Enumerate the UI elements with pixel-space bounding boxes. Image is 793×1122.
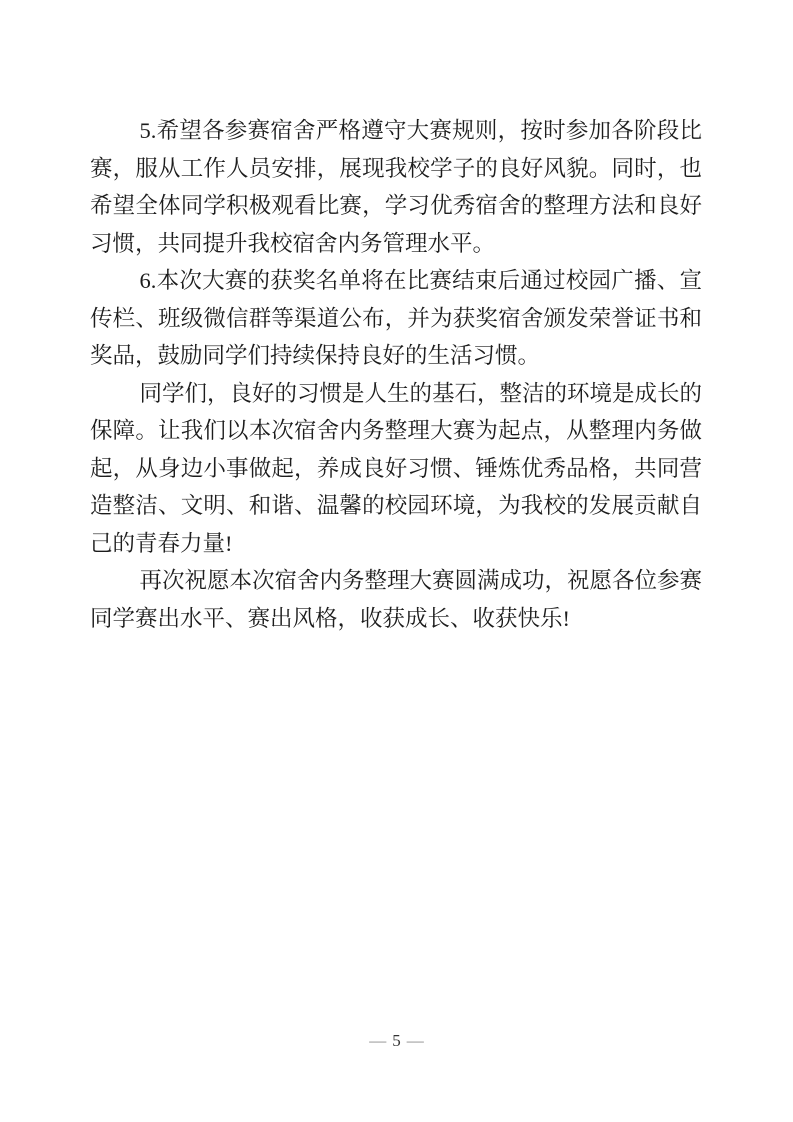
paragraph-closing-wish: 再次祝愿本次宿舍内务整理大赛圆满成功，祝愿各位参赛同学赛出水平、赛出风格，收获成长、收获快乐! <box>90 568 703 631</box>
page-number: 5 <box>392 1031 401 1050</box>
paragraph-item-5: 5.希望各参赛宿舍严格遵守大赛规则，按时参加各阶段比赛，服从工作人员安排，展现我校学子的良好风貌。同时，也希望全体同学积极观看比赛，学习优秀宿舍的整理方法和良好习惯，共同提升我校宿舍内务管理水平。 <box>90 118 702 256</box>
footer-dash-left: — <box>369 1031 387 1050</box>
footer-dash-right: — <box>406 1031 424 1050</box>
document-body <box>90 112 702 637</box>
paragraph-closing-appeal: 同学们，良好的习惯是人生的基石，整洁的环境是成长的保障。让我们以本次宿舍内务整理大赛为起点，从整理内务做起，从身边小事做起，养成良好习惯、锤炼优秀品格，共同营造整洁、文明、和谐、温馨的校园环境，为我校的发展贡献自己的青春力量! <box>90 380 703 556</box>
paragraph-item-6: 6.本次大赛的获奖名单将在比赛结束后通过校园广播、宣传栏、班级微信群等渠道公布，并为获奖宿舍颁发荣誉证书和奖品，鼓励同学们持续保持良好的生活习惯。 <box>90 268 702 368</box>
page-number-footer <box>0 1030 793 1052</box>
